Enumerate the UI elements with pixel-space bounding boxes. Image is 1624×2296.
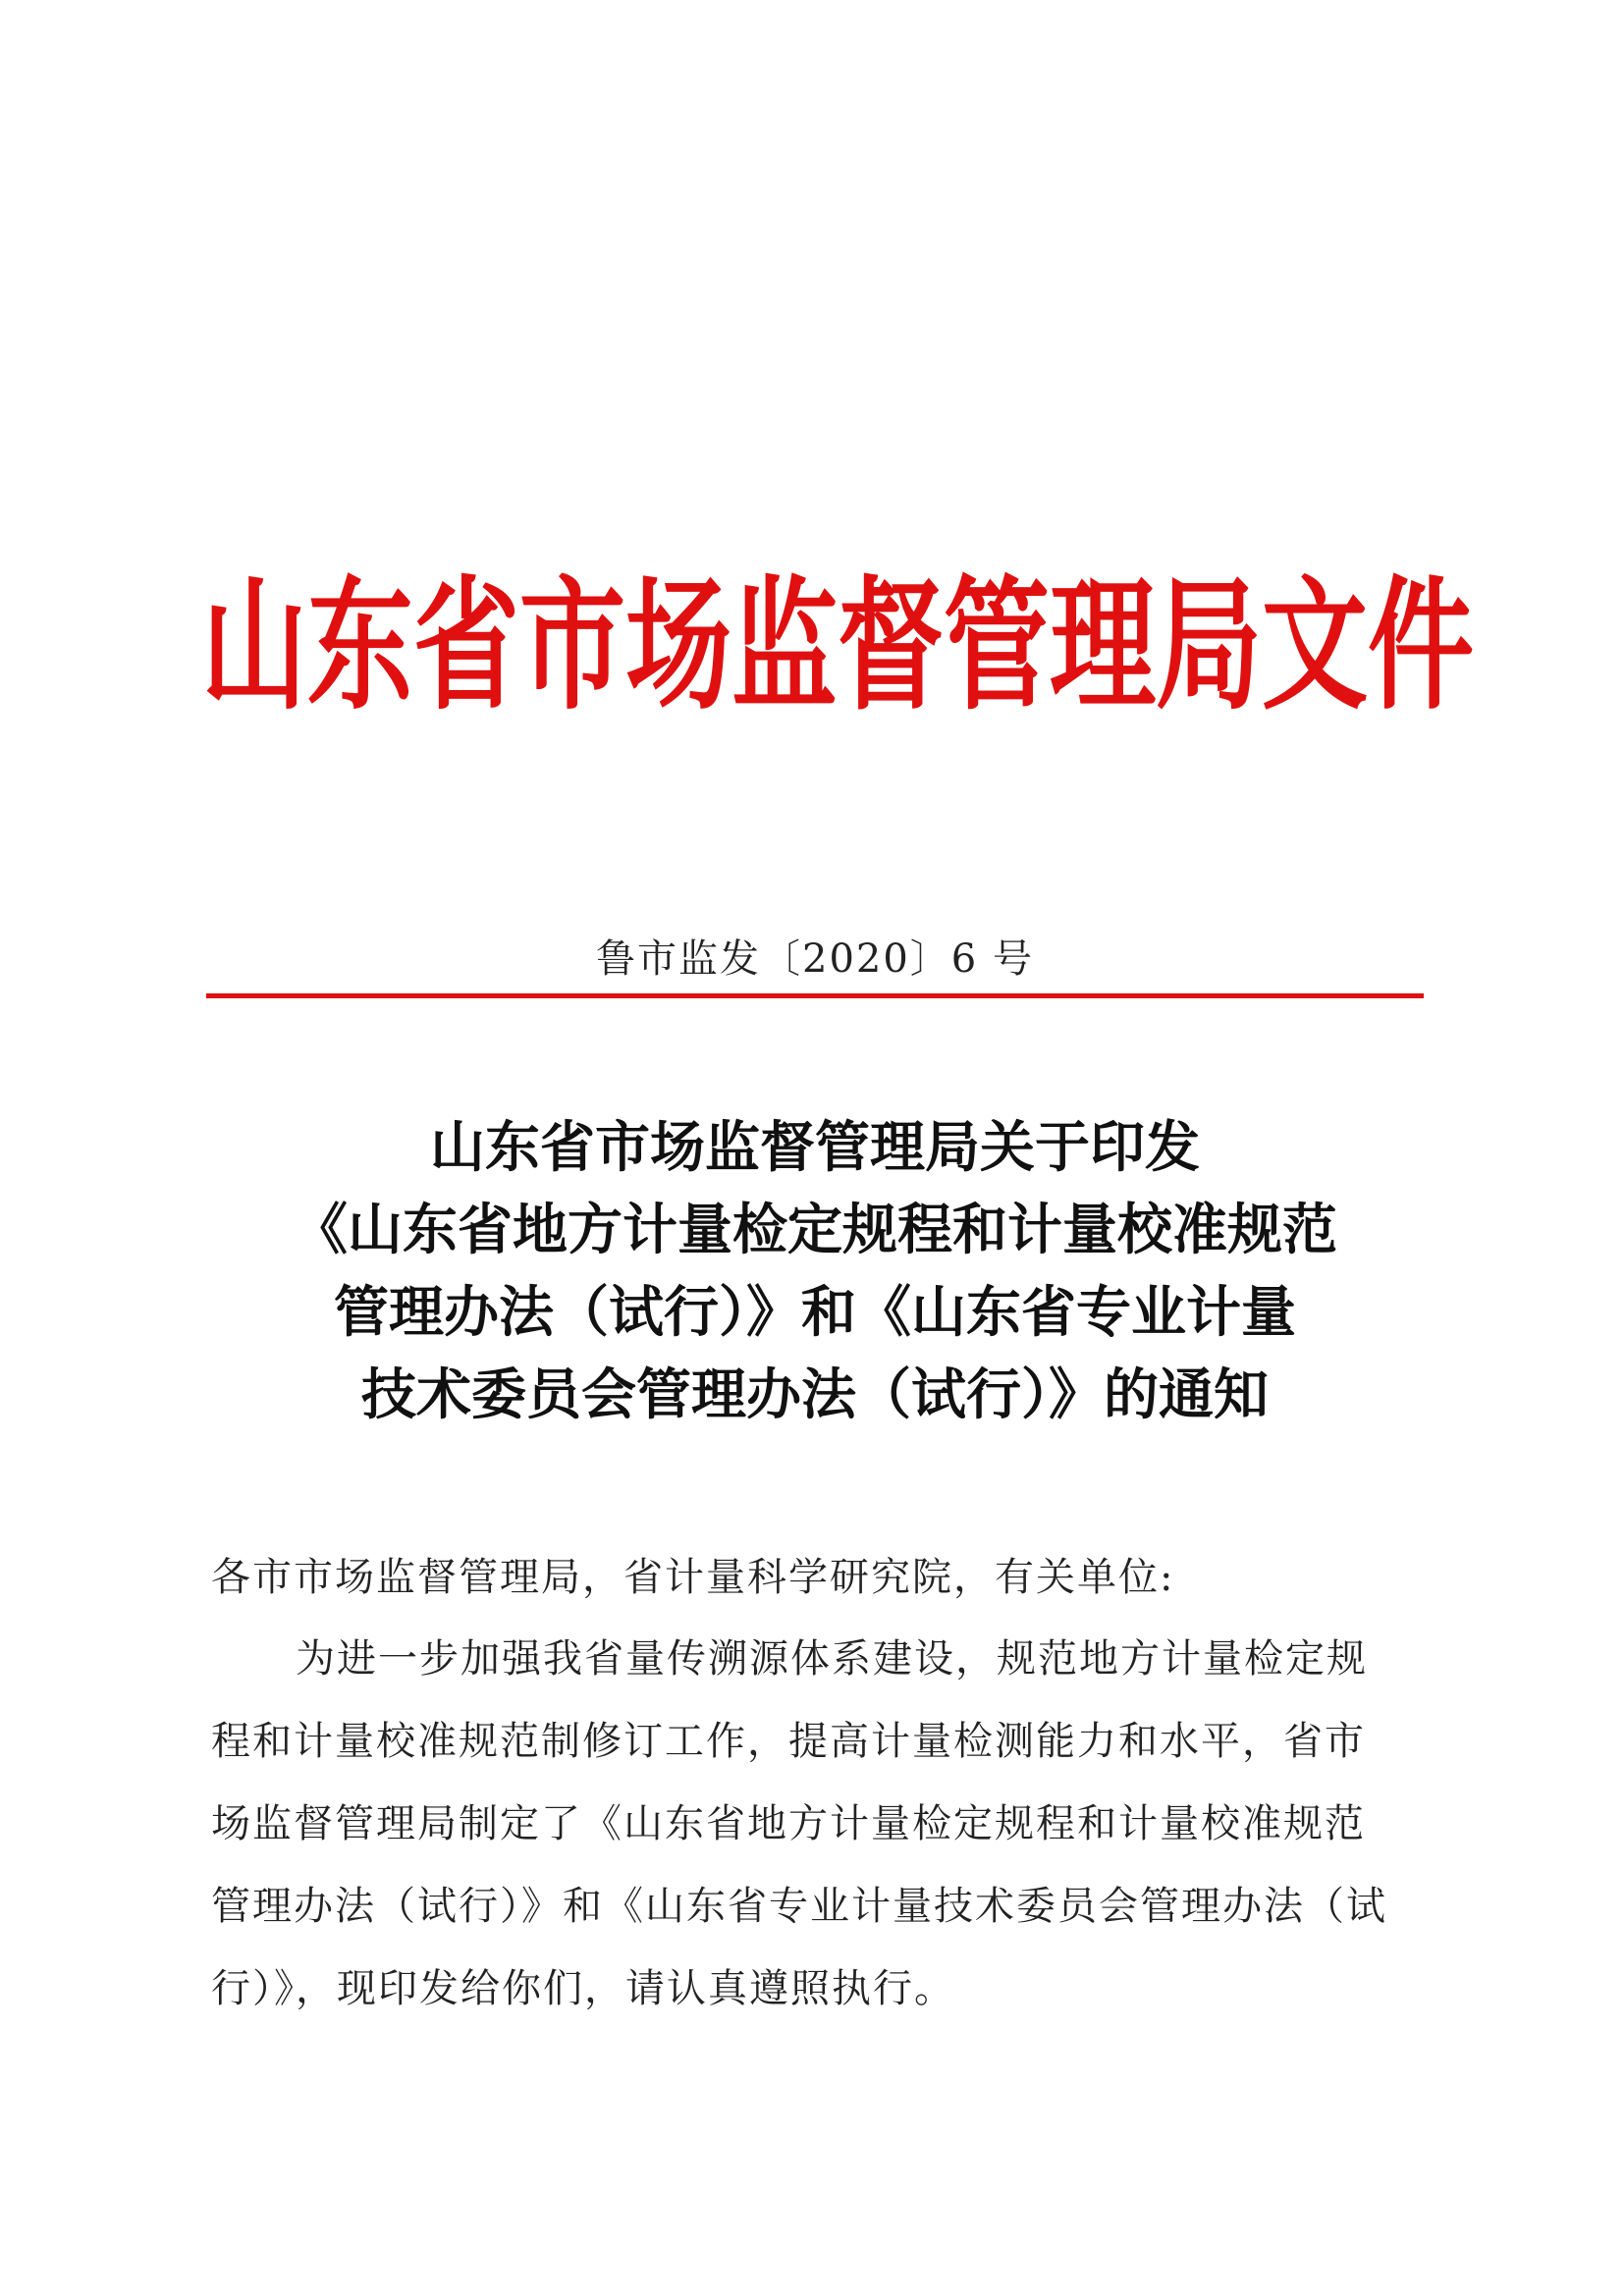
body-line: 场监督管理局制定了《山东省地方计量检定规程和计量校准规范 — [211, 1801, 1366, 1846]
body-line: 管理办法（试行）》和《山东省专业计量技术委员会管理办法（试 — [211, 1884, 1387, 1929]
title-line: 山东省市场监督管理局关于印发 — [430, 1116, 1200, 1180]
document-title — [201, 1107, 1429, 1437]
body-line: 程和计量校准规范制修订工作，提高计量检测能力和水平，省市 — [211, 1719, 1366, 1764]
document-number: 鲁市监发〔2020〕6 号 — [596, 936, 1034, 982]
body-line: 行）》，现印发给你们，请认真遵照执行。 — [211, 1966, 955, 2011]
addressee-line: 各市市场监督管理局，省计量科学研究院，有关单位: — [211, 1555, 1175, 1600]
title-line: 管理办法（试行）》和《山东省专业计量 — [334, 1281, 1296, 1345]
title-line: 技术委员会管理办法（试行）》的通知 — [361, 1363, 1269, 1427]
red-divider-line — [206, 993, 1424, 998]
body-line: 为进一步加强我省量传溯源体系建设，规范地方计量检定规 — [296, 1636, 1368, 1682]
masthead-title: 山东省市场监督管理局文件 — [201, 563, 1475, 730]
body-paragraph — [211, 1618, 1429, 2030]
title-line: 《山东省地方计量检定规程和计量校准规范 — [293, 1199, 1337, 1262]
